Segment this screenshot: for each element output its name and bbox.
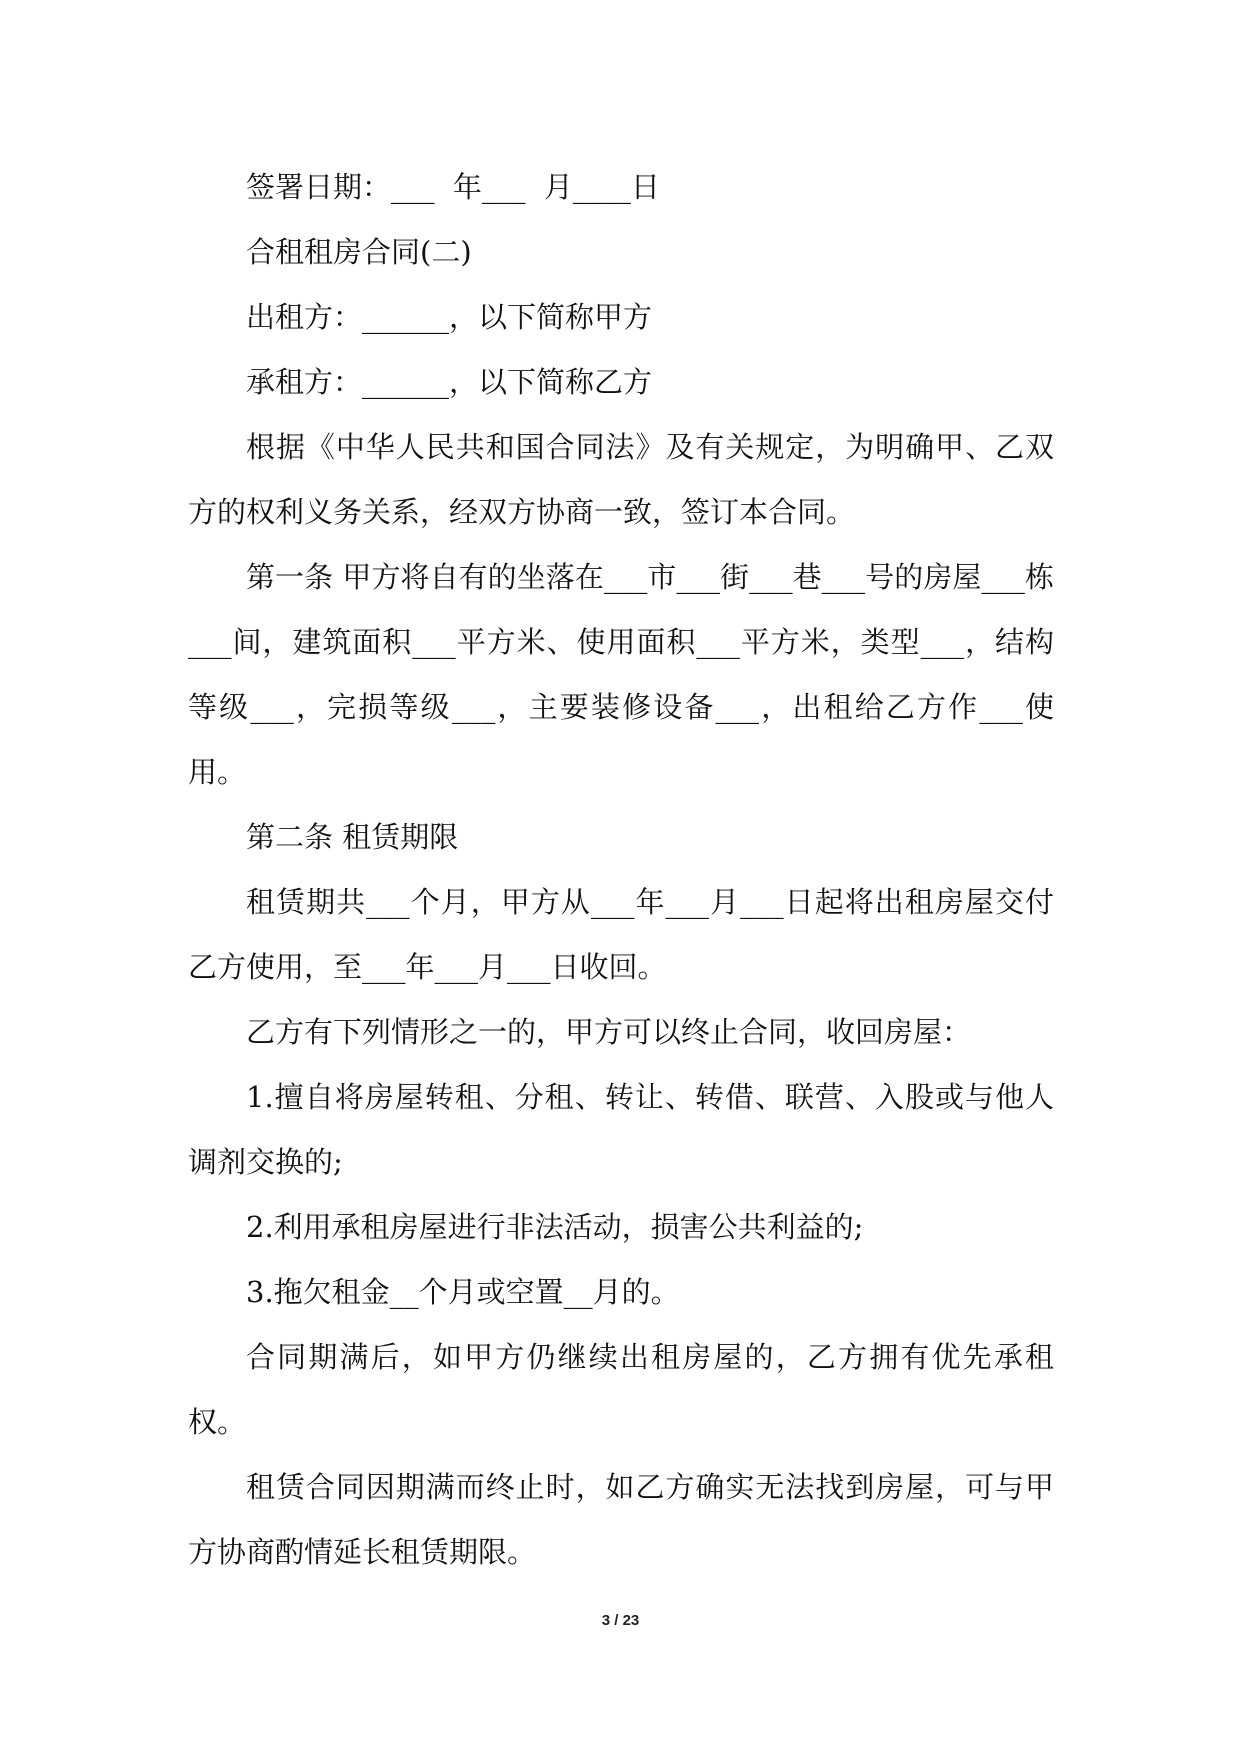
lease-term-paragraph: 租赁期共___个月，甲方从___年___月___日起将出租房屋交付乙方使用，至___年___月___日收回。 bbox=[188, 885, 1054, 984]
page-number: 3 / 23 bbox=[601, 1612, 640, 1629]
signing-date-line: 签署日期：___ 年___ 月____日 bbox=[246, 170, 660, 204]
article-2-heading: 第二条 租赁期限 bbox=[246, 820, 459, 854]
extension-paragraph: 租赁合同因期满而终止时，如乙方确实无法找到房屋，可与甲方协商酌情延长租赁期限。 bbox=[188, 1470, 1054, 1569]
article-1-paragraph: 第一条 甲方将自有的坐落在___市___街___巷___号的房屋___栋___间，建筑面积___平方米、使用面积___平方米，类型___，结构等级___，完损等级___，主要装修设备___，出租给乙方作___使用。 bbox=[188, 560, 1054, 789]
contract-title: 合租租房合同(二) bbox=[246, 235, 472, 269]
priority-lease-paragraph: 合同期满后，如甲方仍继续出租房屋的，乙方拥有优先承租权。 bbox=[188, 1340, 1054, 1439]
preamble-paragraph: 根据《中华人民共和国合同法》及有关规定，为明确甲、乙双方的权利义务关系，经双方协商一致，签订本合同。 bbox=[188, 430, 1054, 529]
termination-item-3: 3.拖欠租金__个月或空置__月的。 bbox=[246, 1275, 680, 1309]
termination-item-2: 2.利用承租房屋进行非法活动，损害公共利益的; bbox=[246, 1210, 864, 1244]
lessee-line: 承租方：______，以下简称乙方 bbox=[246, 365, 653, 399]
termination-intro: 乙方有下列情形之一的，甲方可以终止合同，收回房屋： bbox=[246, 1015, 972, 1049]
document-body bbox=[188, 155, 1054, 1585]
lessor-line: 出租方：______，以下简称甲方 bbox=[246, 300, 653, 334]
termination-item-1: 1.擅自将房屋转租、分租、转让、转借、联营、入股或与他人调剂交换的; bbox=[188, 1080, 1054, 1179]
